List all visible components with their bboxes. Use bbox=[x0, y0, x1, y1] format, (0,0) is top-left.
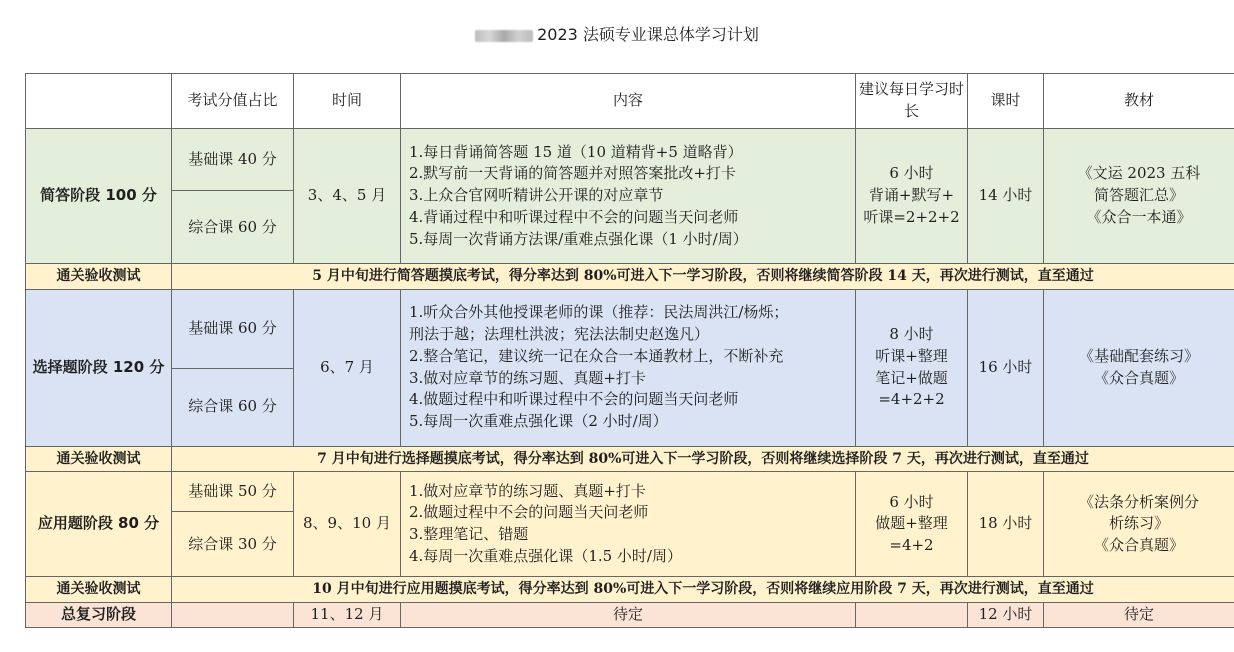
stage3-textbook-line: 《法条分析案例分 bbox=[1078, 492, 1199, 511]
stage3-name: 应用题阶段 80 分 bbox=[26, 471, 172, 576]
stage3-content bbox=[401, 471, 856, 576]
stage1-daily-line: 听课=2+2+2 bbox=[863, 207, 960, 226]
stage2-textbook-line: 《众合真题》 bbox=[1093, 368, 1184, 387]
stage2-sub2: 综合课 60 分 bbox=[172, 368, 294, 446]
stage3-textbook bbox=[1044, 471, 1234, 576]
stage2-content-line: 1.听众合外其他授课老师的课（推荐：民法周洪江/杨烁； bbox=[409, 303, 789, 322]
stage3-sub1: 基础课 50 分 bbox=[172, 471, 294, 512]
test2-row bbox=[26, 446, 1234, 471]
page-title bbox=[0, 20, 1234, 50]
stage3-time: 8、9、10 月 bbox=[294, 471, 401, 576]
test1-label: 通关验收测试 bbox=[26, 264, 172, 289]
test1-row bbox=[26, 264, 1234, 289]
header-stage bbox=[26, 74, 172, 129]
test1-text: 5 月中旬进行简答题摸底考试，得分率达到 80%可进入下一学习阶段，否则将继续简答阶段 14 天，再次进行测试，直至通过 bbox=[172, 264, 1234, 289]
stage2-content-line: 4.做题过程中和听课过程中不会的问题当天问老师 bbox=[409, 390, 739, 409]
stage2-daily-line: 笔记+做题 bbox=[875, 368, 948, 387]
stage1-content-line: 5.每周一次背诵方法课/重难点强化课（1 小时/周） bbox=[409, 229, 748, 248]
stage3-daily-line: 6 小时 bbox=[889, 492, 934, 511]
stage1-textbook-line: 《众合一本通》 bbox=[1086, 207, 1192, 226]
review-textbook: 待定 bbox=[1044, 602, 1234, 627]
redacted-logo bbox=[475, 30, 533, 42]
test3-text: 10 月中旬进行应用题摸底考试，得分率达到 80%可进入下一学习阶段，否则将继续应用阶段 7 天，再次进行测试，直至通过 bbox=[172, 577, 1234, 602]
header-weight: 考试分值占比 bbox=[172, 74, 294, 129]
stage1-content bbox=[401, 128, 856, 264]
stage2-name: 选择题阶段 120 分 bbox=[26, 289, 172, 446]
review-weight bbox=[172, 602, 294, 627]
stage1-textbook bbox=[1044, 128, 1234, 264]
test2-label: 通关验收测试 bbox=[26, 446, 172, 471]
stage1-content-line: 2.默写前一天背诵的简答题并对照答案批改+打卡 bbox=[409, 164, 736, 183]
stage3-row-a bbox=[26, 471, 1234, 512]
test3-label: 通关验收测试 bbox=[26, 577, 172, 602]
stage1-daily-line: 背诵+默写+ bbox=[868, 186, 955, 205]
review-name: 总复习阶段 bbox=[26, 602, 172, 627]
stage2-row-a bbox=[26, 289, 1234, 368]
stage1-content-line: 4.背诵过程中和听课过程中不会的问题当天问老师 bbox=[409, 207, 739, 226]
stage1-daily bbox=[856, 128, 968, 264]
header-content: 内容 bbox=[401, 74, 856, 129]
stage2-time: 6、7 月 bbox=[294, 289, 401, 446]
stage2-content-line: 2.整合笔记，建议统一记在众合一本通教材上，不断补充 bbox=[409, 346, 784, 365]
stage2-content-line: 3.做对应章节的练习题、真题+打卡 bbox=[409, 368, 646, 387]
stage3-textbook-line: 析练习》 bbox=[1108, 514, 1169, 533]
stage3-content-line: 4.每周一次重难点强化课（1.5 小时/周） bbox=[409, 546, 682, 565]
stage1-content-line: 3.上众合官网听精讲公开课的对应章节 bbox=[409, 186, 664, 205]
stage2-daily-line: 8 小时 bbox=[889, 325, 934, 344]
stage3-content-line: 1.做对应章节的练习题、真题+打卡 bbox=[409, 481, 646, 500]
stage1-hours: 14 小时 bbox=[968, 128, 1044, 264]
header-time: 时间 bbox=[294, 74, 401, 129]
stage2-content-line: 刑法于越；法理杜洪波；宪法法制史赵逸凡） bbox=[409, 325, 710, 344]
header-row bbox=[26, 74, 1234, 129]
stage1-name: 简答阶段 100 分 bbox=[26, 128, 172, 264]
stage2-sub1: 基础课 60 分 bbox=[172, 289, 294, 368]
stage1-textbook-line: 《文运 2023 五科 bbox=[1077, 164, 1201, 183]
review-row bbox=[26, 602, 1234, 627]
study-plan-table bbox=[25, 73, 1234, 628]
stage1-textbook-line: 简答题汇总》 bbox=[1093, 186, 1184, 205]
stage3-content-line: 2.做题过程中不会的问题当天问老师 bbox=[409, 503, 649, 522]
test3-row bbox=[26, 577, 1234, 602]
stage2-daily-line: 听课+整理 bbox=[875, 346, 948, 365]
stage3-textbook-line: 《众合真题》 bbox=[1093, 536, 1184, 554]
stage3-daily-line: 做题+整理 bbox=[875, 514, 948, 533]
review-content: 待定 bbox=[401, 602, 856, 627]
stage2-textbook bbox=[1044, 289, 1234, 446]
header-daily: 建议每日学习时长 bbox=[856, 74, 968, 129]
stage2-daily bbox=[856, 289, 968, 446]
stage3-sub2: 综合课 30 分 bbox=[172, 512, 294, 577]
review-hours: 12 小时 bbox=[968, 602, 1044, 627]
header-textbook: 教材 bbox=[1044, 74, 1234, 129]
stage1-time: 3、4、5 月 bbox=[294, 128, 401, 264]
title-text: 2023 法硕专业课总体学习计划 bbox=[537, 25, 759, 44]
stage3-hours: 18 小时 bbox=[968, 471, 1044, 576]
stage1-sub1: 基础课 40 分 bbox=[172, 128, 294, 191]
stage2-daily-line: =4+2+2 bbox=[878, 390, 945, 409]
stage2-content-line: 5.每周一次重难点强化课（2 小时/周） bbox=[409, 412, 668, 431]
stage3-content-line: 3.整理笔记、错题 bbox=[409, 525, 529, 544]
stage3-daily-line: =4+2 bbox=[889, 536, 934, 554]
review-daily bbox=[856, 602, 968, 627]
stage2-textbook-line: 《基础配套练习》 bbox=[1078, 346, 1199, 365]
stage1-content-line: 1.每日背诵简答题 15 道（10 道精背+5 道略背） bbox=[409, 142, 743, 161]
stage1-daily-line: 6 小时 bbox=[889, 164, 934, 183]
header-hours: 课时 bbox=[968, 74, 1044, 129]
stage1-row-a bbox=[26, 128, 1234, 191]
stage2-hours: 16 小时 bbox=[968, 289, 1044, 446]
review-time: 11、12 月 bbox=[294, 602, 401, 627]
stage1-sub2: 综合课 60 分 bbox=[172, 191, 294, 264]
test2-text: 7 月中旬进行选择题摸底考试，得分率达到 80%可进入下一学习阶段，否则将继续选择阶段 7 天，再次进行测试，直至通过 bbox=[172, 446, 1234, 471]
stage2-content bbox=[401, 289, 856, 446]
stage3-daily bbox=[856, 471, 968, 576]
